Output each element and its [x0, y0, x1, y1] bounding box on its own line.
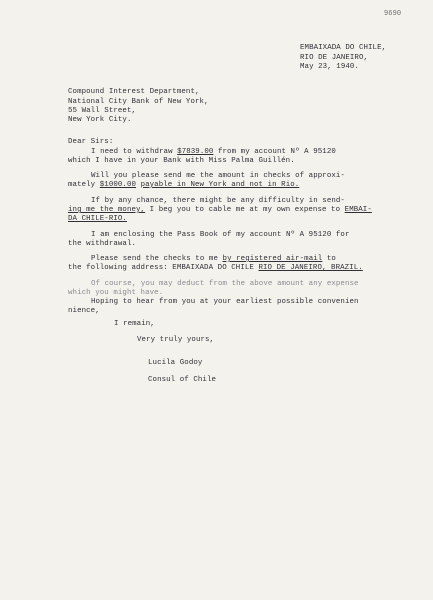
check-amount: $1000.00 [99, 181, 137, 189]
paragraph-4-line-1: I am enclosing the Pass Book of my account Nº A 95120 for [91, 231, 350, 239]
archive-number: 9690 [384, 10, 402, 18]
text-fragment: from my account Nº A 95120 [213, 148, 336, 156]
recipient-line-4: New York City. [68, 116, 132, 124]
paragraph-5-line-2 [68, 264, 363, 274]
letter-date: May 23, 1940. [300, 63, 359, 71]
text-fragment: I need to withdraw [91, 148, 178, 156]
recipient-line-3: 55 Wall Street, [68, 107, 137, 115]
signature-name: Lucila Godoy [148, 359, 203, 367]
paragraph-6-line-2: which you might have. [68, 289, 164, 297]
paragraph-7-line-2: nience, [68, 307, 100, 315]
underlined-phrase: ing me the money, [68, 206, 146, 214]
text-fragment: I beg you to cable me at my own expense to [145, 206, 345, 214]
salutation: Dear Sirs: [68, 138, 114, 146]
closing-yours: Very truly yours, [137, 336, 215, 344]
air-mail-phrase: by registered air-mail [222, 255, 323, 263]
paragraph-2-line-1: Will you please send me the amount in checks of approxi- [91, 172, 345, 180]
text-fragment: to [322, 255, 336, 263]
cable-address: EMBAI- [344, 206, 372, 214]
paragraph-2-line-2 [68, 181, 299, 191]
withdraw-amount: $7839.00 [177, 148, 214, 156]
closing-remain: I remain, [114, 320, 155, 328]
paragraph-3-line-1: If by any chance, there might be any difficulty in send- [91, 197, 345, 205]
paragraph-3-line-3: DA CHILE-RIO. [68, 215, 127, 223]
sender-line-2: RIO DE JANEIRO, [300, 54, 369, 62]
text-fragment: Please send the checks to me [91, 255, 223, 263]
paragraph-7-line-1: Hoping to hear from you at your earliest possible convenien [91, 298, 359, 306]
paragraph-6-line-1: Of course, you may deduct from the above amount any expense [91, 280, 359, 288]
text-fragment: the following address: EMBAIXADA DO CHILE [68, 264, 259, 272]
recipient-line-2: National City Bank of New York, [68, 98, 209, 106]
recipient-line-1: Compound Interest Department, [68, 88, 200, 96]
sender-line-1: EMBAIXADA DO CHILE, [300, 44, 387, 52]
payable-note: payable in New York and not in Rio. [140, 181, 300, 189]
paragraph-4-line-2: the withdrawal. [68, 240, 137, 248]
text-fragment: mately [68, 181, 100, 189]
mailing-address: RIO DE JANEIRO, BRAZIL. [258, 264, 363, 272]
paragraph-1-line-2: which I have in your Bank with Miss Palma Guillén. [68, 157, 295, 165]
signature-title: Consul of Chile [148, 376, 217, 384]
